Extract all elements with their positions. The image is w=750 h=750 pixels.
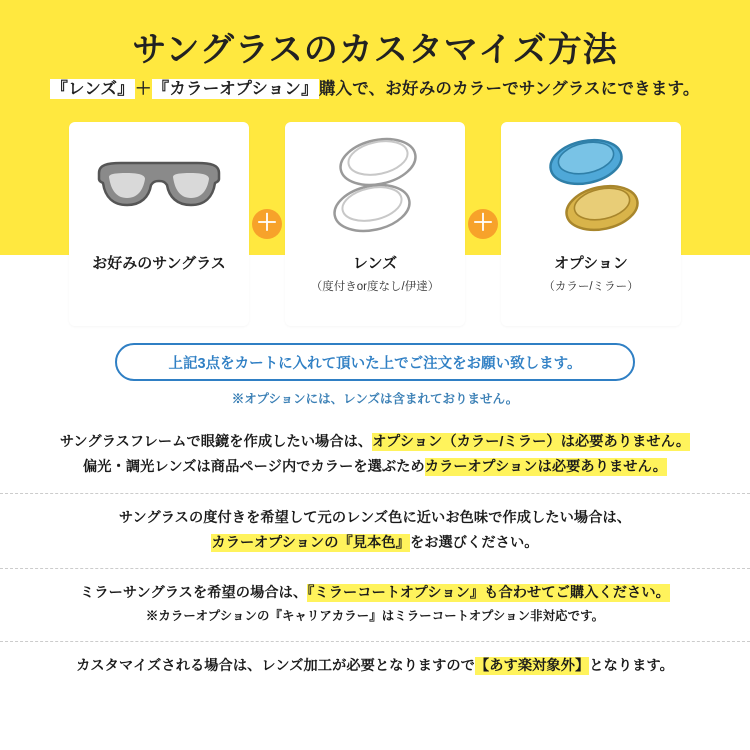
note-text: サングラスの度付きを希望して元のレンズ色に近いお色味で作成したい場合は、 bbox=[118, 509, 632, 526]
steps-card-row bbox=[0, 122, 750, 326]
card-sunglasses bbox=[69, 122, 249, 326]
hero-subtitle-part: 購入で、お好みのカラーでサングラスにできます。 bbox=[318, 80, 700, 98]
note-text: ミラーサングラスを希望の場合は、 bbox=[80, 585, 308, 602]
hero-subtitle-part: 『レンズ』 bbox=[51, 80, 134, 98]
note-group bbox=[0, 641, 750, 692]
notes-section bbox=[0, 418, 750, 692]
note-line bbox=[0, 506, 750, 531]
pill-note: ※オプションには、レンズは含まれておりません。 bbox=[231, 392, 519, 406]
card-option bbox=[501, 122, 681, 326]
note-group bbox=[0, 493, 750, 569]
card-label: オプション bbox=[554, 255, 628, 272]
note-text: となります。 bbox=[589, 657, 674, 674]
card-label: お好みのサングラス bbox=[92, 255, 226, 272]
note-line bbox=[0, 455, 750, 480]
hero-subtitle-part: 『カラーオプション』 bbox=[152, 80, 318, 98]
page-title: サングラスのカスタマイズ方法 bbox=[132, 31, 618, 69]
card-label: レンズ bbox=[352, 255, 398, 272]
note-text: 偏光・調光レンズは商品ページ内でカラーを選ぶため bbox=[82, 458, 425, 475]
note-line bbox=[0, 531, 750, 556]
note-text: カスタマイズされる場合は、レンズ加工が必要となりますので bbox=[76, 657, 475, 674]
cart-instruction-text: 上記3点をカートに入れて頂いた上でご注文をお願い致します。 bbox=[168, 355, 582, 372]
note-group bbox=[0, 568, 750, 641]
hero-subtitle-part: ＋ bbox=[134, 80, 152, 98]
color-lens-icon bbox=[501, 122, 681, 254]
note-line bbox=[0, 430, 750, 455]
note-highlight: 『ミラーコートオプション』も合わせてご購入ください。 bbox=[307, 585, 670, 602]
note-text: サングラスフレームで眼鏡を作成したい場合は、 bbox=[59, 434, 373, 450]
sunglasses-icon bbox=[69, 122, 249, 254]
cart-instruction-pill bbox=[115, 343, 635, 381]
card-lens bbox=[285, 122, 465, 326]
note-highlight: カラーオプションの『見本色』 bbox=[211, 534, 410, 551]
card-sublabel: （度付きor度なし/伊達） bbox=[310, 281, 440, 294]
plus-icon: ＋ bbox=[468, 209, 498, 239]
card-sublabel: （カラー/ミラー） bbox=[543, 281, 639, 294]
lens-pair-icon bbox=[285, 122, 465, 254]
note-line bbox=[0, 581, 750, 606]
hero-subtitle bbox=[0, 75, 750, 99]
note-group bbox=[0, 418, 750, 493]
plus-icon: ＋ bbox=[252, 209, 282, 239]
note-line bbox=[0, 654, 750, 679]
plus-separator-1 bbox=[249, 122, 285, 326]
plus-separator-2 bbox=[465, 122, 501, 326]
note-text: ※カラーオプションの『キャリアカラー』はミラーコートオプション非対応です。 bbox=[145, 609, 605, 624]
note-highlight: カラーオプションは必要ありません。 bbox=[424, 458, 668, 475]
note-line bbox=[0, 606, 750, 628]
note-text: をお選びください。 bbox=[409, 534, 539, 551]
note-highlight: 【あす楽対象外】 bbox=[474, 657, 590, 674]
note-highlight: オプション（カラー/ミラー）は必要ありません。 bbox=[372, 434, 691, 450]
